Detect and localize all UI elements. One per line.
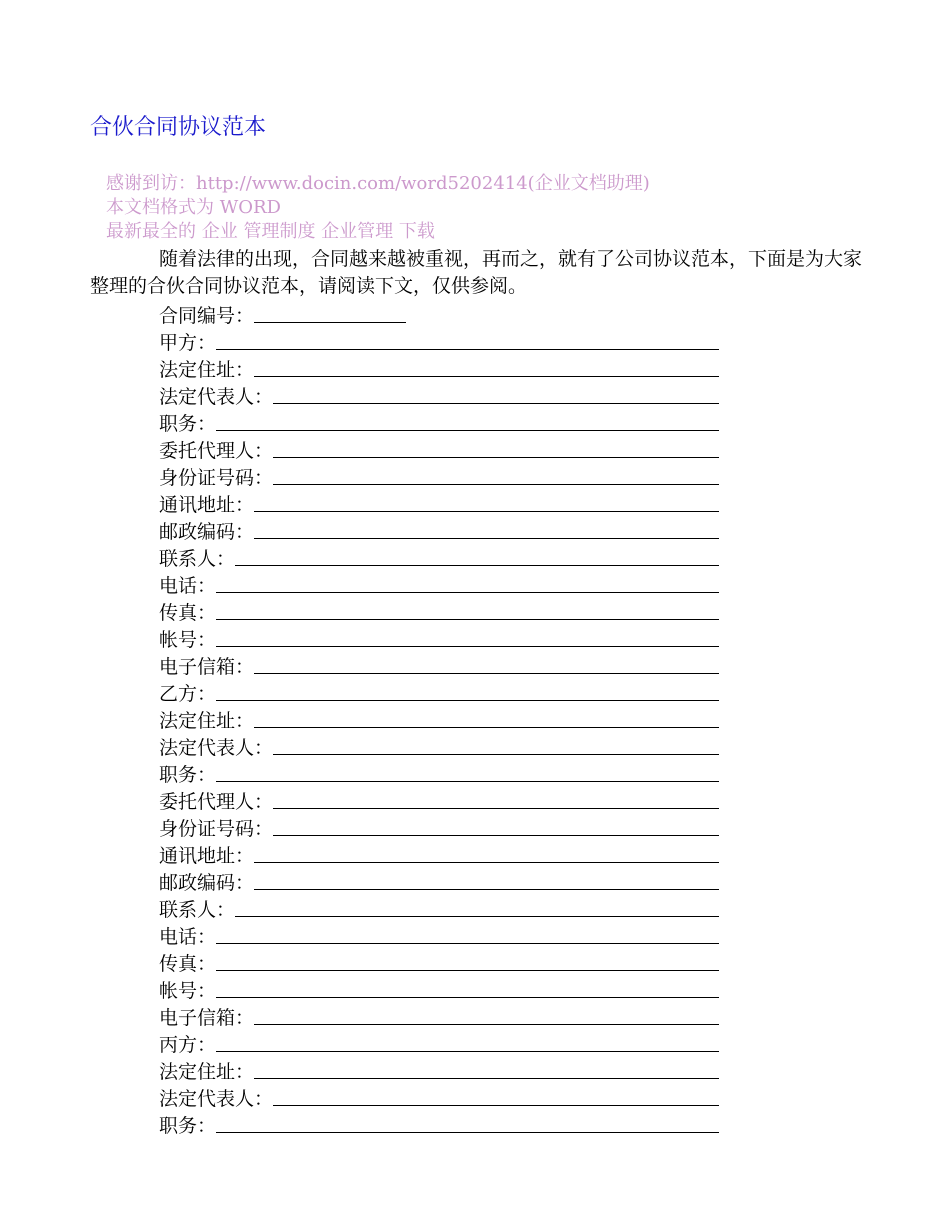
fill-in-blank-line[interactable] [273,403,719,404]
contract-field-list [159,301,719,1138]
form-field-label: 法定住址： [159,359,255,381]
fill-in-blank-line[interactable] [254,538,719,539]
fill-in-blank-line[interactable] [254,889,719,890]
fill-in-blank-line[interactable] [235,916,719,917]
fill-in-blank-line[interactable] [216,1051,719,1052]
fill-in-blank-line[interactable] [216,646,719,647]
form-field-row [159,976,719,1003]
form-field-row [159,787,719,814]
form-field-label: 职务： [159,413,217,435]
fill-in-blank-line[interactable] [254,1078,719,1079]
form-field-row [159,436,719,463]
form-field-label: 乙方： [159,683,217,705]
form-field-row [159,1111,719,1138]
promo-block [106,172,650,244]
promo-line-download: 最新最全的 企业 管理制度 企业管理 下载 [106,221,435,242]
fill-in-blank-line[interactable] [254,511,719,512]
fill-in-blank-line[interactable] [235,565,719,566]
form-field-row [159,760,719,787]
fill-in-blank-line[interactable] [216,970,719,971]
form-field-label: 法定代表人： [159,386,274,408]
form-field-label: 合同编号： [159,305,255,327]
form-field-label: 甲方： [159,332,217,354]
form-field-row [159,382,719,409]
form-field-row [159,625,719,652]
form-field-row [159,355,719,382]
document-title: 合伙合同协议范本 [90,115,267,140]
form-field-row [159,814,719,841]
fill-in-blank-line[interactable] [254,1024,719,1025]
form-field-label: 电话： [159,575,217,597]
form-field-row [159,1003,719,1030]
form-field-row [159,868,719,895]
form-field-row [159,1057,719,1084]
form-field-label: 传真： [159,953,217,975]
form-field-label: 法定住址： [159,1061,255,1083]
fill-in-blank-line[interactable] [273,1105,719,1106]
form-field-label: 法定住址： [159,710,255,732]
fill-in-blank-line[interactable] [216,430,719,431]
fill-in-blank-line[interactable] [273,835,719,836]
form-field-row [159,706,719,733]
intro-paragraph: 随着法律的出现，合同越来越被重视，再而之，就有了公司协议范本，下面是为大家整理的合伙合同协议范本，请阅读下文，仅供参阅。 [90,248,863,297]
form-field-label: 联系人： [159,899,236,921]
fill-in-blank-line[interactable] [216,943,719,944]
form-field-label: 邮政编码： [159,872,255,894]
promo-line-visit: 感谢到访：http://www.docin.com/word5202414(企业文档助理) [106,173,650,194]
form-field-row [159,733,719,760]
form-field-label: 邮政编码： [159,521,255,543]
form-field-row [159,922,719,949]
fill-in-blank-line[interactable] [216,700,719,701]
form-field-label: 电子信箱： [159,656,255,678]
form-field-row [159,679,719,706]
form-field-label: 职务： [159,1115,217,1137]
form-field-label: 委托代理人： [159,791,274,813]
fill-in-blank-line[interactable] [216,592,719,593]
form-field-row [159,409,719,436]
form-field-row [159,1084,719,1111]
form-field-label: 电子信箱： [159,1007,255,1029]
form-field-label: 身份证号码： [159,818,274,840]
form-field-row [159,301,719,328]
fill-in-blank-line[interactable] [216,619,719,620]
fill-in-blank-line[interactable] [273,754,719,755]
form-field-row [159,1030,719,1057]
form-field-row [159,949,719,976]
form-field-label: 法定代表人： [159,737,274,759]
form-field-label: 丙方： [159,1034,217,1056]
fill-in-blank-line[interactable] [216,997,719,998]
fill-in-blank-line[interactable] [273,457,719,458]
fill-in-blank-line[interactable] [273,808,719,809]
fill-in-blank-line[interactable] [216,781,719,782]
form-field-label: 委托代理人： [159,440,274,462]
fill-in-blank-line[interactable] [254,322,406,323]
form-field-label: 联系人： [159,548,236,570]
fill-in-blank-line[interactable] [273,484,719,485]
form-field-row [159,841,719,868]
form-field-row [159,652,719,679]
fill-in-blank-line[interactable] [216,349,719,350]
fill-in-blank-line[interactable] [254,727,719,728]
form-field-row [159,490,719,517]
form-field-label: 身份证号码： [159,467,274,489]
form-field-row [159,598,719,625]
form-field-label: 帐号： [159,980,217,1002]
form-field-row [159,328,719,355]
fill-in-blank-line[interactable] [216,1132,719,1133]
form-field-label: 电话： [159,926,217,948]
form-field-label: 帐号： [159,629,217,651]
form-field-label: 传真： [159,602,217,624]
form-field-row [159,463,719,490]
fill-in-blank-line[interactable] [254,862,719,863]
form-field-row [159,544,719,571]
form-field-row [159,571,719,598]
form-field-row [159,895,719,922]
fill-in-blank-line[interactable] [254,376,719,377]
form-field-label: 法定代表人： [159,1088,274,1110]
promo-line-format: 本文档格式为 WORD [106,197,281,218]
form-field-label: 职务： [159,764,217,786]
form-field-label: 通讯地址： [159,845,255,867]
fill-in-blank-line[interactable] [254,673,719,674]
form-field-label: 通讯地址： [159,494,255,516]
form-field-row [159,517,719,544]
